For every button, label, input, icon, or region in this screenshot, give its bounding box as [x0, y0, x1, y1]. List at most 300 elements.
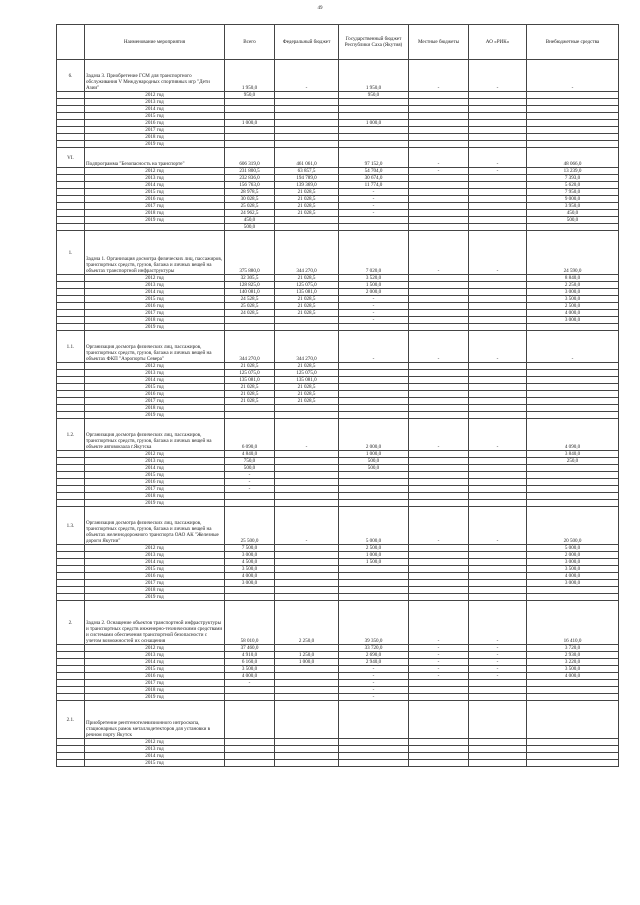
cell-row-number: 1.2. — [57, 419, 85, 451]
cell-federal-budget — [275, 559, 339, 566]
task-row — [57, 148, 619, 168]
cell-aork — [469, 753, 527, 760]
cell-extrabudgetary: 9 000,0 — [527, 196, 619, 203]
cell-extrabudgetary — [527, 324, 619, 331]
cell-item-name: Задача 1. Организация досмотра физических лиц, пассажиров, транспортных средств, грузов, багажа и личных вещей на объектах транспортной инфраструктуры — [85, 231, 225, 275]
cell-extrabudgetary: 4 000,0 — [527, 573, 619, 580]
cell-local-budgets: - — [409, 60, 469, 92]
cell-federal-budget — [275, 701, 339, 739]
cell-aork — [469, 559, 527, 566]
cell-republic-budget: 2 000,0 — [339, 289, 409, 296]
cell-total: 140 081,0 — [225, 289, 275, 296]
cell-aork — [469, 458, 527, 465]
cell-extrabudgetary — [527, 120, 619, 127]
cell-local-budgets — [409, 479, 469, 486]
cell-item-name: Подпрограмма "Безопасность на транспорте" — [85, 148, 225, 168]
cell-federal-budget — [275, 106, 339, 113]
cell-extrabudgetary — [527, 363, 619, 370]
cell-federal-budget: 21 028,5 — [275, 310, 339, 317]
cell-local-budgets — [409, 310, 469, 317]
cell-row-number — [57, 398, 85, 405]
cell-local-budgets — [409, 465, 469, 472]
cell-extrabudgetary: 7 950,0 — [527, 189, 619, 196]
cell-republic-budget: 1 950,0 — [339, 60, 409, 92]
cell-local-budgets — [409, 398, 469, 405]
year-row — [57, 753, 619, 760]
cell-total — [225, 317, 275, 324]
cell-local-budgets — [409, 680, 469, 687]
cell-item-name: 2012 год — [85, 275, 225, 282]
cell-total: 156 763,0 — [225, 182, 275, 189]
cell-total: 24 028,5 — [225, 310, 275, 317]
cell-extrabudgetary: 4 000,0 — [527, 673, 619, 680]
cell-row-number — [57, 303, 85, 310]
cell-row-number — [57, 196, 85, 203]
cell-item-name: 2014 год — [85, 377, 225, 384]
cell-federal-budget: - — [275, 60, 339, 92]
cell-item-name: Приобретение рентгенотелевизионного интроскопа, стационарных рамок металлодетекторов для установки в речном порту Якутск — [85, 701, 225, 739]
cell-row-number — [57, 391, 85, 398]
cell-extrabudgetary: 3 000,0 — [527, 559, 619, 566]
cell-republic-budget — [339, 127, 409, 134]
cell-row-number — [57, 289, 85, 296]
cell-row-number — [57, 545, 85, 552]
cell-row-number — [57, 99, 85, 106]
cell-aork — [469, 324, 527, 331]
cell-item-name: 2018 год — [85, 134, 225, 141]
cell-total — [225, 694, 275, 701]
cell-row-number — [57, 120, 85, 127]
cell-total — [225, 587, 275, 594]
year-row — [57, 289, 619, 296]
cell-row-number — [57, 666, 85, 673]
cell-item-name: 2019 год — [85, 500, 225, 507]
cell-item-name: 2013 год — [85, 552, 225, 559]
cell-republic-budget: - — [339, 331, 409, 363]
cell-aork — [469, 203, 527, 210]
cell-aork — [469, 370, 527, 377]
cell-republic-budget — [339, 141, 409, 148]
cell-extrabudgetary: 48 066,0 — [527, 148, 619, 168]
cell-item-name: 2015 год — [85, 296, 225, 303]
cell-aork — [469, 580, 527, 587]
cell-republic-budget — [339, 472, 409, 479]
cell-total: 3 000,0 — [225, 580, 275, 587]
year-row — [57, 189, 619, 196]
cell-local-budgets — [409, 405, 469, 412]
cell-total: 4 840,0 — [225, 451, 275, 458]
cell-extrabudgetary: 2 930,0 — [527, 652, 619, 659]
cell-aork — [469, 391, 527, 398]
cell-total: 21 028,5 — [225, 398, 275, 405]
cell-federal-budget: 21 028,5 — [275, 189, 339, 196]
year-row — [57, 92, 619, 99]
cell-total: 25 500,0 — [225, 507, 275, 545]
cell-total: 1 950,0 — [225, 60, 275, 92]
cell-extrabudgetary: 3 720,0 — [527, 645, 619, 652]
cell-republic-budget: 500,0 — [339, 458, 409, 465]
cell-republic-budget — [339, 106, 409, 113]
cell-aork — [469, 412, 527, 419]
cell-local-budgets — [409, 282, 469, 289]
cell-aork — [469, 106, 527, 113]
cell-extrabudgetary: 3 840,0 — [527, 451, 619, 458]
cell-federal-budget: 21 028,5 — [275, 391, 339, 398]
cell-row-number — [57, 687, 85, 694]
cell-extrabudgetary: 450,0 — [527, 210, 619, 217]
cell-federal-budget — [275, 479, 339, 486]
cell-local-budgets — [409, 753, 469, 760]
cell-total — [225, 739, 275, 746]
cell-item-name: 2016 год — [85, 479, 225, 486]
cell-federal-budget — [275, 493, 339, 500]
cell-republic-budget — [339, 405, 409, 412]
cell-row-number — [57, 324, 85, 331]
cell-local-budgets — [409, 175, 469, 182]
cell-republic-budget — [339, 363, 409, 370]
cell-aork — [469, 451, 527, 458]
cell-row-number — [57, 134, 85, 141]
cell-republic-budget: 3 520,0 — [339, 275, 409, 282]
cell-aork — [469, 486, 527, 493]
cell-federal-budget — [275, 680, 339, 687]
cell-local-budgets — [409, 224, 469, 231]
cell-local-budgets: - — [409, 673, 469, 680]
cell-item-name: 2012 год — [85, 739, 225, 746]
cell-total: 58 010,0 — [225, 601, 275, 645]
cell-item-name: 2015 год — [85, 666, 225, 673]
cell-local-budgets — [409, 760, 469, 767]
cell-federal-budget — [275, 127, 339, 134]
year-row — [57, 275, 619, 282]
cell-republic-budget: 54 704,0 — [339, 168, 409, 175]
header-extrabudgetary: Внебюджетные средства — [527, 25, 619, 60]
year-row — [57, 687, 619, 694]
year-row — [57, 493, 619, 500]
year-row — [57, 545, 619, 552]
year-row — [57, 296, 619, 303]
cell-federal-budget: 2 250,0 — [275, 601, 339, 645]
cell-total — [225, 106, 275, 113]
cell-extrabudgetary: 3 500,0 — [527, 296, 619, 303]
cell-total: 750,0 — [225, 458, 275, 465]
cell-aork — [469, 739, 527, 746]
cell-item-name: 2016 год — [85, 120, 225, 127]
cell-local-budgets — [409, 377, 469, 384]
cell-local-budgets — [409, 746, 469, 753]
cell-extrabudgetary — [527, 134, 619, 141]
cell-federal-budget: 344 270,0 — [275, 331, 339, 363]
cell-aork — [469, 405, 527, 412]
cell-federal-budget: 135 081,0 — [275, 377, 339, 384]
cell-republic-budget: 1 000,0 — [339, 451, 409, 458]
cell-total: - — [225, 479, 275, 486]
cell-extrabudgetary — [527, 412, 619, 419]
cell-republic-budget: 30 674,0 — [339, 175, 409, 182]
cell-row-number: 2. — [57, 601, 85, 645]
year-row — [57, 182, 619, 189]
cell-local-budgets — [409, 134, 469, 141]
cell-extrabudgetary: 5 000,0 — [527, 545, 619, 552]
cell-local-budgets: - — [409, 652, 469, 659]
year-row — [57, 113, 619, 120]
cell-total: 3 500,0 — [225, 566, 275, 573]
cell-extrabudgetary: 3 000,0 — [527, 289, 619, 296]
year-row — [57, 739, 619, 746]
year-row — [57, 370, 619, 377]
cell-republic-budget: - — [339, 666, 409, 673]
cell-aork — [469, 182, 527, 189]
cell-republic-budget — [339, 391, 409, 398]
year-row — [57, 587, 619, 594]
cell-aork: - — [469, 231, 527, 275]
cell-extrabudgetary — [527, 472, 619, 479]
year-row — [57, 106, 619, 113]
cell-item-name: 2015 год — [85, 760, 225, 767]
cell-item-name: 2017 год — [85, 398, 225, 405]
cell-aork — [469, 384, 527, 391]
cell-aork — [469, 587, 527, 594]
cell-row-number — [57, 652, 85, 659]
cell-item-name: 2019 год — [85, 141, 225, 148]
cell-aork: - — [469, 645, 527, 652]
cell-total: - — [225, 472, 275, 479]
cell-local-budgets — [409, 694, 469, 701]
cell-federal-budget: 21 028,5 — [275, 196, 339, 203]
cell-aork — [469, 217, 527, 224]
cell-row-number — [57, 370, 85, 377]
cell-total: 37 460,0 — [225, 645, 275, 652]
cell-federal-budget — [275, 317, 339, 324]
cell-local-budgets — [409, 99, 469, 106]
cell-item-name: 2013 год — [85, 99, 225, 106]
cell-aork: - — [469, 601, 527, 645]
cell-aork: - — [469, 168, 527, 175]
cell-extrabudgetary — [527, 398, 619, 405]
cell-federal-budget — [275, 486, 339, 493]
cell-local-budgets — [409, 701, 469, 739]
cell-republic-budget — [339, 760, 409, 767]
cell-row-number — [57, 451, 85, 458]
cell-federal-budget — [275, 573, 339, 580]
cell-federal-budget — [275, 224, 339, 231]
cell-aork — [469, 303, 527, 310]
year-row — [57, 500, 619, 507]
cell-row-number — [57, 224, 85, 231]
cell-item-name: 2019 год — [85, 412, 225, 419]
cell-total — [225, 324, 275, 331]
cell-total: 24 528,5 — [225, 296, 275, 303]
cell-item-name: 2013 год — [85, 652, 225, 659]
task-row — [57, 701, 619, 739]
cell-federal-budget — [275, 324, 339, 331]
cell-local-budgets — [409, 106, 469, 113]
cell-local-budgets — [409, 120, 469, 127]
cell-federal-budget — [275, 587, 339, 594]
cell-federal-budget — [275, 666, 339, 673]
cell-republic-budget: 11 774,0 — [339, 182, 409, 189]
cell-aork — [469, 120, 527, 127]
cell-republic-budget — [339, 587, 409, 594]
cell-row-number — [57, 472, 85, 479]
cell-aork — [469, 275, 527, 282]
year-row — [57, 451, 619, 458]
cell-republic-budget: - — [339, 680, 409, 687]
header-item-name: Наименование мероприятия — [85, 25, 225, 60]
cell-extrabudgetary: - — [527, 331, 619, 363]
cell-extrabudgetary: 8 840,0 — [527, 275, 619, 282]
cell-total — [225, 500, 275, 507]
cell-extrabudgetary: 3 950,0 — [527, 203, 619, 210]
cell-local-budgets — [409, 296, 469, 303]
cell-row-number — [57, 217, 85, 224]
cell-total — [225, 99, 275, 106]
cell-aork — [469, 746, 527, 753]
cell-total — [225, 594, 275, 601]
cell-federal-budget: 21 028,5 — [275, 303, 339, 310]
cell-federal-budget: 461 061,0 — [275, 148, 339, 168]
cell-republic-budget — [339, 370, 409, 377]
cell-row-number — [57, 141, 85, 148]
cell-total — [225, 141, 275, 148]
cell-item-name: 2013 год — [85, 746, 225, 753]
cell-federal-budget: 344 270,0 — [275, 231, 339, 275]
cell-row-number — [57, 317, 85, 324]
cell-aork — [469, 687, 527, 694]
cell-federal-budget: - — [275, 419, 339, 451]
cell-row-number — [57, 500, 85, 507]
cell-total: - — [225, 486, 275, 493]
cell-extrabudgetary: 2 000,0 — [527, 552, 619, 559]
cell-row-number — [57, 760, 85, 767]
task-row — [57, 419, 619, 451]
cell-aork — [469, 317, 527, 324]
cell-local-budgets — [409, 566, 469, 573]
cell-row-number — [57, 168, 85, 175]
cell-federal-budget — [275, 545, 339, 552]
cell-total: 4 500,0 — [225, 559, 275, 566]
cell-local-budgets — [409, 587, 469, 594]
cell-local-budgets: - — [409, 331, 469, 363]
cell-total: 500,0 — [225, 465, 275, 472]
cell-extrabudgetary: 5 620,0 — [527, 182, 619, 189]
cell-aork — [469, 127, 527, 134]
cell-extrabudgetary — [527, 391, 619, 398]
task-row — [57, 331, 619, 363]
cell-total: 450,0 — [225, 217, 275, 224]
cell-total — [225, 493, 275, 500]
cell-total: 21 028,5 — [225, 391, 275, 398]
cell-row-number — [57, 296, 85, 303]
cell-aork — [469, 760, 527, 767]
cell-row-number — [57, 753, 85, 760]
year-row — [57, 127, 619, 134]
cell-item-name — [85, 224, 225, 231]
cell-item-name: Задача 3. Приобретение ГСМ для транспортного обслуживания V Международных спортивных игр "Дети Азии" — [85, 60, 225, 92]
cell-row-number — [57, 659, 85, 666]
year-row — [57, 559, 619, 566]
cell-local-budgets — [409, 493, 469, 500]
cell-local-budgets: - — [409, 168, 469, 175]
cell-item-name: Организация досмотра физических лиц, пассажиров, транспортных средств, грузов, багажа и личных вещей на объектах железнодорожного транспорта ОАО АК "Железные дороги Якутии" — [85, 507, 225, 545]
cell-item-name: 2015 год — [85, 113, 225, 120]
cell-federal-budget — [275, 687, 339, 694]
cell-republic-budget — [339, 324, 409, 331]
cell-item-name: 2017 год — [85, 310, 225, 317]
year-row — [57, 317, 619, 324]
cell-total: 28 978,5 — [225, 189, 275, 196]
cell-extrabudgetary — [527, 500, 619, 507]
cell-item-name: 2017 год — [85, 680, 225, 687]
cell-republic-budget: 1 500,0 — [339, 282, 409, 289]
year-row — [57, 303, 619, 310]
cell-total: 4 910,0 — [225, 652, 275, 659]
cell-item-name: Задача 2. Оснащение объектов транспортной инфраструктуры и транспортных средств инженерно-техническими средствами и системами обеспечения транспортной безопасности с учетом возможностей их оснащения — [85, 601, 225, 645]
cell-local-budgets — [409, 412, 469, 419]
cell-row-number — [57, 92, 85, 99]
cell-total — [225, 134, 275, 141]
year-row — [57, 594, 619, 601]
cell-federal-budget: 21 028,5 — [275, 296, 339, 303]
cell-total: 25 028,5 — [225, 203, 275, 210]
cell-republic-budget — [339, 500, 409, 507]
cell-row-number — [57, 559, 85, 566]
cell-extrabudgetary: 3 000,0 — [527, 317, 619, 324]
cell-total: 6 090,0 — [225, 419, 275, 451]
cell-aork — [469, 479, 527, 486]
cell-item-name: 2016 год — [85, 673, 225, 680]
cell-row-number — [57, 479, 85, 486]
cell-republic-budget: - — [339, 210, 409, 217]
cell-aork — [469, 701, 527, 739]
cell-republic-budget — [339, 566, 409, 573]
cell-local-budgets — [409, 189, 469, 196]
cell-extrabudgetary — [527, 594, 619, 601]
cell-aork: - — [469, 507, 527, 545]
year-row — [57, 666, 619, 673]
cell-aork — [469, 493, 527, 500]
cell-total: 128 825,0 — [225, 282, 275, 289]
cell-item-name: 2018 год — [85, 687, 225, 694]
cell-aork — [469, 363, 527, 370]
cell-local-budgets — [409, 391, 469, 398]
cell-item-name: 2012 год — [85, 363, 225, 370]
cell-item-name: 2012 год — [85, 545, 225, 552]
cell-row-number — [57, 377, 85, 384]
cell-total: 4 000,0 — [225, 573, 275, 580]
cell-row-number: VI. — [57, 148, 85, 168]
cell-extrabudgetary — [527, 587, 619, 594]
cell-extrabudgetary: 2 250,0 — [527, 282, 619, 289]
cell-total — [225, 746, 275, 753]
cell-aork — [469, 566, 527, 573]
cell-local-budgets — [409, 324, 469, 331]
cell-item-name: Организация досмотра физических лиц, пассажиров, транспортных средств, грузов, багажа и личных вещей на объектах ФКП "Аэропорты Севера" — [85, 331, 225, 363]
cell-republic-budget — [339, 493, 409, 500]
cell-extrabudgetary — [527, 113, 619, 120]
cell-local-budgets — [409, 580, 469, 587]
cell-republic-budget: 7 020,0 — [339, 231, 409, 275]
cell-federal-budget — [275, 141, 339, 148]
cell-total: 1 000,0 — [225, 120, 275, 127]
cell-local-budgets: - — [409, 231, 469, 275]
cell-item-name: 2014 год — [85, 106, 225, 113]
cell-extrabudgetary — [527, 377, 619, 384]
cell-item-name: 2015 год — [85, 189, 225, 196]
cell-extrabudgetary — [527, 141, 619, 148]
cell-total — [225, 687, 275, 694]
cell-local-budgets — [409, 384, 469, 391]
